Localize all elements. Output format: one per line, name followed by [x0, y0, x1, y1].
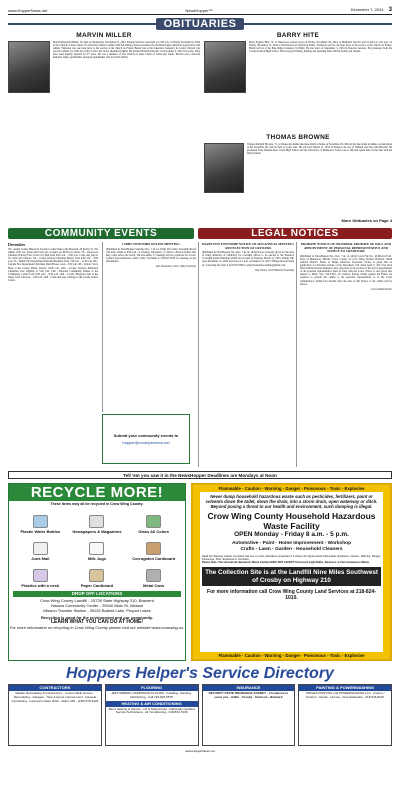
recycle-ad — [8, 483, 186, 661]
directory-cell — [8, 684, 102, 746]
header-date-page — [351, 7, 392, 13]
plastic-bottle-icon — [33, 569, 48, 582]
legal-hazelton — [198, 242, 294, 467]
obituary-text: Thomas Richard Browne, 71, of Onaka and Aitkin died peacefully at home on November 26, 2024 at his lake home in Aitkin. A celebration of his incredible life will be held at a later date. He was born March 11, 1953 in Wadena, the son of William and Vera Ann Browne. He graduated from Wadena-Deer Creek High School and the University of Minnesota. Tom loved to fish and spend time on the lake with his many friends. — [247, 143, 392, 156]
header-page-number: 3 — [388, 7, 392, 13]
legal-notice-sign: Jane Demarais, Clerk, Libby Township — [155, 265, 196, 269]
recycle-learn: LEARN WHAT YOU CAN DO AT HOME! — [50, 619, 144, 625]
hazard-collection-box — [202, 567, 381, 586]
obituary-name: MARVIN MILLER — [76, 32, 132, 39]
cardboard-box-icon — [146, 542, 161, 555]
legal-notice-sign: Kay Olson, Clerk Hazelton Township — [255, 268, 294, 272]
header-date: December 7, 2024 — [350, 7, 384, 12]
recycle-website[interactable]: For more information on recycling in Crow Wing County please visit our website www.crowwing.us. — [9, 625, 185, 630]
legal-notice-text: (Published in NewsHopper Sat., Dec. 7 & 14, 2024) Court File No. 18-PR-24-37-41. State of Minnesota, District Court, County of Crow Wing, Probate Division, Ninth Judicial District. Estate of Elaine Anderson, Deceased. Notice is given that an application for informal probate of the Decedent's will dated April 5, 2017 has been filed with the Probate Registrar. Any objections to the probate of the will or appointment of the personal representative must be filed with the Court. Notice is also given that subject to Minn. Stat. 524.3-801, all creditors having claims against the Estate are required to present the claims to the personal representative or to the Court Administrator within four months after the date of this Notice or the claims will be barred. — [300, 254, 392, 286]
header-website[interactable]: www.HopperNews.net — [8, 7, 48, 13]
obituary-photo — [204, 143, 244, 193]
hazard-intro: Never dump household hazardous waste such as pesticides, fertilizers, paint or solvents down the toilet, down the drain, into a storm drain, open waterway or ditch. — [205, 494, 378, 504]
hazardous-waste-ad — [191, 483, 392, 661]
hazard-hours: OPEN Monday - Friday 8 a.m. - 5 p.m. — [234, 531, 349, 538]
directory-cell-text: Radtke Remodeling & Construction - Custom Built Homes - Remodeling - Garages - New & Home Improvement - General Contracting - Insurance Claim Work - Aitkin, MN - (218) 678-3429 — [11, 691, 99, 703]
hazard-content — [202, 494, 381, 650]
directory-cell — [298, 684, 392, 746]
obituaries-title: OBITUARIES — [156, 18, 245, 30]
junk-mail-icon — [33, 542, 48, 555]
recycle-items — [9, 507, 185, 590]
directory-cell-text: STEVES PAINTING and POWERWASHING LLC - Interior / Exterior - Decks - Homes - Free Estimates - 218-546-8115 — [305, 691, 385, 699]
directory-cell — [202, 684, 296, 746]
hazard-note: Read the Warning Labels: A product has one or more hazardous properties if it shows the signal words Flammable, Explosive, Caution, Warning, Danger, Poisonous, Toxic, Explosive or Corrosive. — [202, 555, 381, 562]
recycle-item: Plastic Water Bottles — [13, 509, 68, 534]
obituary-photo — [204, 41, 246, 93]
submit-email-link[interactable]: hopper@crosbyironton.net — [122, 440, 170, 445]
recycle-item: Corrugated Cardboard — [126, 536, 181, 561]
directory-cell-text: Ben's Heating & Service - LP & Natural Gas - Nationally Certified Service Technicians - Air Conditioning - 218-833-7238 — [108, 706, 195, 715]
obituaries-band — [8, 18, 392, 29]
newspaper-icon — [89, 515, 104, 528]
directory-cell-head: HEATING & AIR CONDITIONING — [106, 701, 198, 707]
legal-band — [198, 228, 392, 239]
more-obituaries-link[interactable]: More Obituaries on Page 4 — [341, 218, 392, 223]
community-text: 7th - Aitkin County Historical Society Cookie Walk at the Museum, 20 Pacific St. SW Aitkin, 9:00 a.m. going until sold out. Cookies are $8.50 per dozen. 7th - Deerwood Chamber Holiday Fest at the City Hall from 9:00 a.m. - 2:00 p.m. Come and join us for crafts and vendors. 7th - Crosby-Ironton Christmas Bazaar from 9:00 a.m. - 3:00 p.m. 7th - Hallett Fire Department Pancake Breakfast from 7:00 a.m. - 11:00 a.m. 8th - Cuyuna Fire Department Christmas Open House, noon - 3:00 p.m. 9th - Library Story Hour at the Crosby Public Library 10:00 a.m. 12th - Crosby Veterans Memorial Christmas Tree Lighting at 5:00 p.m. 13th - Riverton Community Dinner at the Community Center from 4:30 p.m. - 6:30 p.m. 14th - Crosby Bluegrass Jam at the Depot from 1:00 p.m. - 4:00 p.m. 14th - Come and play cribbage at the Crosby Senior Center. — [8, 248, 98, 282]
hazard-contact: For more information call Crow Wing County Land Services at 218-824-1010. — [207, 589, 376, 602]
recycle-title: RECYCLE MORE! — [9, 484, 185, 501]
directory-cell-head: FLOORING — [106, 685, 198, 691]
directory-title: Hoppers Helper's Service Directory — [66, 665, 334, 682]
community-title: COMMUNITY EVENTS — [8, 228, 194, 239]
recycle-item: Paper Cardboard — [70, 563, 125, 588]
directory-cell-text: JEFF WIBERG HARDWOOD FLOORS - Installing, Sanding, Refinishing - Call 218-546-5578 — [111, 691, 192, 699]
obituary-barry — [204, 32, 392, 132]
dropoff-title: DROP OFF LOCATIONS — [13, 591, 181, 597]
recycle-item: Metal Cans — [126, 563, 181, 588]
hazard-phone-note: Please Note: The Household Hazardous Waste Facility DOES NOT ACCEPT Florescent Light Bulbs, Business or Farm Hazardous Waste. — [202, 561, 370, 565]
hazard-strip-left — [193, 492, 200, 652]
recycle-item: Plastics with a neck — [13, 563, 68, 588]
milk-jug-icon — [89, 542, 104, 555]
header-paper: NewsHopper™ — [185, 7, 213, 13]
legal-notice-text: (Published in NewsHopper Saturday Dec. 7 & 14, 2024) The Libby Township Board will meet online at 6:00 p.m. on Tuesday, December 17, 2024 to discuss matters that may come before the board. The December 17 meeting will be conducted via Zoom. Contact Jane Demarais, Clerk, Libby Township at 218-927-6100 for meeting access information. — [106, 247, 196, 263]
hazard-collection-title: The Collection Site is at the Landfill Nine Miles Southwest of Crosby on Highway 210 — [205, 569, 378, 584]
tell-banner: Tell 'em you saw it in the NewsHopper Deadlines are Mondays at Noon — [8, 471, 392, 479]
hazard-strip-bottom: Flammable - Caution - Warning - Danger - Poisonous - Toxic - Explosive — [193, 652, 390, 659]
legal-title: LEGAL NOTICES — [198, 228, 392, 239]
directory-footer[interactable]: www.HopperNews.net — [185, 749, 215, 753]
legal-probate — [296, 242, 392, 467]
obituary-thomas — [204, 134, 392, 218]
directory-cell-head: CONTRACTORS — [9, 685, 101, 691]
directory-cell-head: INSURANCE — [203, 685, 295, 691]
metal-can-icon — [146, 569, 161, 582]
legal-notice-sign: Court Administrator — [370, 287, 392, 291]
obituary-photo — [8, 41, 50, 93]
water-bottle-icon — [33, 515, 48, 528]
obituary-text: Marvin Raymond Miller, 79, died on Wednesday, November 27, 2024. Funeral Services were held at 11:00 a.m. on Friday, December 6, 2024 at the Church of Jesus Christ of Latter-Day Saints in Aitkin with full military honors presented by the Hom-James American Legion Post 443 Aitkin. Visitation was one hour prior to the service at the church on Friday. Burial was at the Lakeview Cemetery in Crosby. Marvin was born November 19, 1945 in Crosby to Earl and Violet (Kemmer) Miller. He married Bonnie (DeCent) on November 4, 1967 in Crosby. They have been happily married for 57 years. He was a member of The Church of Jesus Christ of Latter-day Saints. Marvin was a beloved husband, father, grandfather and great-grandfather who loved his family. — [53, 41, 200, 60]
glass-bottle-icon — [146, 515, 161, 528]
hazard-facility-title: Crow Wing County Household Hazardous Waste Facility — [207, 511, 376, 531]
obituary-name: THOMAS BROWNE — [266, 134, 330, 141]
dropoff-location: Crow Wing County Landfill - 15728 State Highway 210, Brainerd — [40, 598, 154, 603]
legal-notice-text: (Published in NewsHopper Sat., Dec. 7 & 14, 2024) Notice is hereby given for the time of filing affidavits of candidacy for township offices to be elected at the Hazelton Township Annual Meeting which will be held on Tuesday, March 11, 2025. Filings will open December 31, 2024 and close at 5 p.m. on January 14, 2025. Filings must be made by contacting the clerk at 218-678-3389 or email hazeltontownship@gmail.com. — [202, 251, 294, 267]
recycle-item: Milk Jugs — [70, 536, 125, 561]
dropoff-location: Mission Transfer Station - 35152 Ballard Lake, Pequot Lakes — [43, 608, 151, 613]
obituary-marvin — [8, 32, 200, 216]
legal-notice-title: PROBATE NOTICE OF INFORMAL PROBATE OF WILL AND APPOINTMENT OF PERSONAL REPRESENTATIVE AND NOTICE TO CREDITORS — [301, 242, 391, 254]
header-rule — [8, 14, 392, 15]
directory-cell-head: PAINTING & POWERWASHING — [299, 685, 391, 691]
hazard-intro2: Beyond posing a threat to our health and environment, such dumping is illegal. — [210, 504, 373, 509]
recycle-footer: Recycling is good for the environment and our community. — [41, 615, 153, 620]
recycle-item: Glass All Colors — [126, 509, 181, 534]
legal-notice-title: LIBBY TOWNSHIP ONLINE MEETING — [122, 242, 180, 246]
obituary-name: BARRY HITE — [276, 32, 320, 39]
band-line — [244, 23, 392, 25]
page-header — [8, 6, 392, 14]
recycle-subtitle: These items may all be recycled in Crow Wing County: — [50, 502, 144, 506]
service-directory — [8, 684, 392, 746]
hazard-list: Crafts - Lawn - Garden - Household Cleaners — [240, 547, 343, 552]
legal-libby — [102, 242, 196, 412]
submit-title: Submit your community events to — [113, 433, 179, 438]
community-band — [8, 228, 194, 239]
band-line — [8, 23, 156, 25]
paperboard-icon — [89, 569, 104, 582]
community-submit — [102, 414, 190, 466]
hazard-strip-top: Flammable - Caution - Warning - Danger - Poisonous - Toxic - Explosive — [193, 485, 390, 492]
recycle-item: Junk Mail — [13, 536, 68, 561]
directory-cell-text: SECURITY STATE INSURANCE AGENCY - 4 locations to serve you - Aitkin - Crosby - Garrison - Brainerd — [208, 691, 289, 699]
community-month: December — [8, 242, 26, 247]
legal-notice-title: HAZELTON TOWNSHIP NOTICE OF 2025 ANNUAL MEETING AND ELECTION OF OFFICERS — [202, 242, 294, 250]
dropoff-location: Nisswa Community Center - 25940 Main St, Nisswa — [51, 603, 143, 608]
obituary-text: Barry Eugene Hite, 70, of Deerwood, passed away on Friday, November 29, 2024. A Memorial Service will be held at 1:00 p.m. on Friday, December 13, 2024 at the Riverwood Church in Emily. Visitation will be one hour prior to the service at the church on Friday. Burial will be at the Pine Ridge Cemetery in Emily. He was born on September 5, 1954 in Duncan, Arizona. He graduated from the Crosby-Ironton High School. Barry enjoyed fishing, hunting and spending time with his family and friends. — [249, 41, 392, 54]
hazard-strip-right — [383, 492, 390, 652]
submit-box — [102, 414, 190, 464]
recycle-item: Newspapers & Magazines — [70, 509, 125, 534]
community-events — [8, 242, 98, 467]
directory-cell — [105, 684, 199, 746]
hazard-list: Automotive - Paint - Home Improvement - Workshop — [231, 541, 352, 546]
